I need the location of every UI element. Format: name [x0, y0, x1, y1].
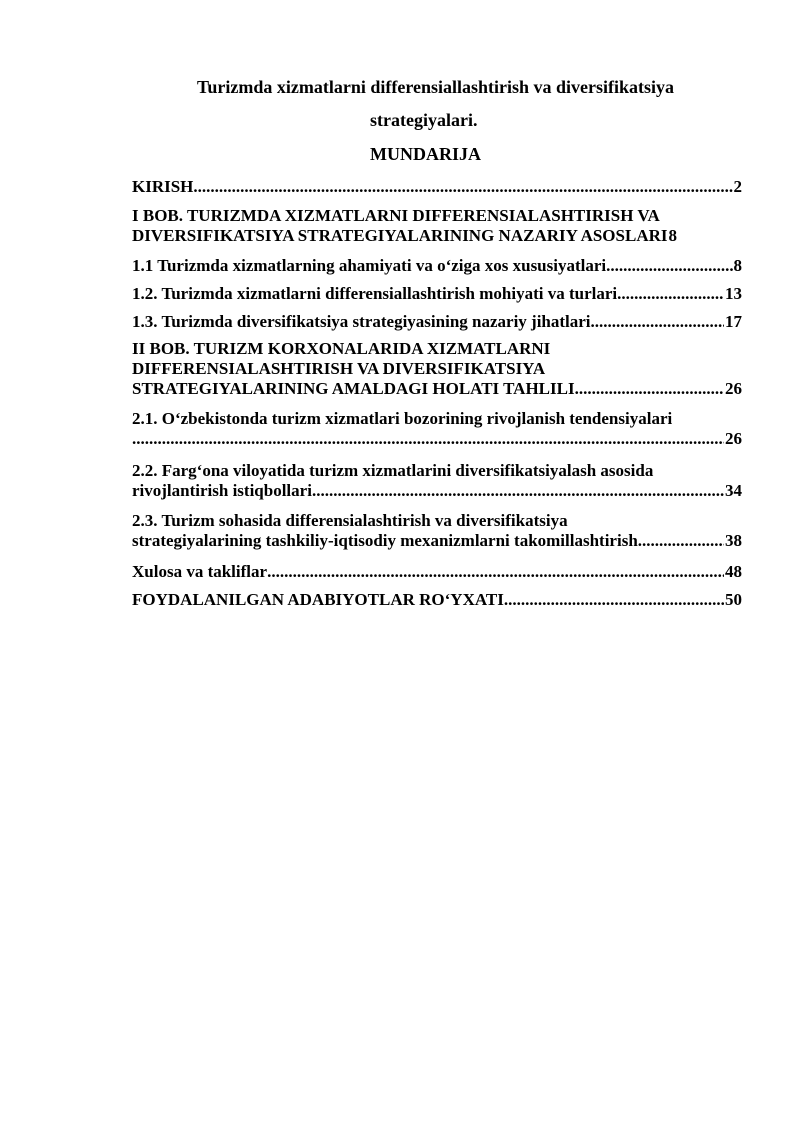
toc-entry-label: I BOB. TURIZMDA XIZMATLARNI DIFFERENSIALASHTIRISH VA	[132, 206, 660, 225]
toc-entry-label: 1.3. Turizmda diversifikatsiya strategiyasining nazariy jihatlari	[132, 312, 591, 331]
toc-entry-label: strategiyalarining tashkiliy-iqtisodiy mexanizmlarni takomillashtirish	[132, 531, 638, 550]
toc-entry-page: 26	[725, 429, 742, 448]
toc-entry-conclusion[interactable]	[132, 562, 742, 582]
toc-entry-label: DIFFERENSIALASHTIRISH VA DIVERSIFIKATSIYA	[132, 359, 546, 378]
toc-heading: MUNDARIJA	[370, 144, 481, 164]
toc-entry-label: FOYDALANILGAN ADABIYOTLAR RO‘YXATI	[132, 590, 504, 609]
toc-entry-label: 2.3. Turizm sohasida differensialashtirish va diversifikatsiya	[132, 511, 568, 530]
toc-entry-label: DIVERSIFIKATSIYA STRATEGIYALARINING NAZARIY ASOSLARI	[132, 226, 668, 245]
toc-entry-section-2-3[interactable]	[132, 511, 742, 551]
toc-entry-page: 38	[725, 531, 742, 550]
document-title-line-1: Turizmda xizmatlarni differensiallashtirish va diversifikatsiya	[197, 77, 675, 97]
toc-entry-chapter-2[interactable]	[132, 339, 742, 399]
toc-entry-references[interactable]	[132, 590, 742, 610]
toc-entry-section-1-2[interactable]	[132, 284, 742, 304]
toc-entry-label: 2.2. Farg‘ona viloyatida turizm xizmatlarini diversifikatsiyalash asosida	[132, 461, 654, 480]
toc-entry-label: Xulosa va takliflar	[132, 562, 268, 581]
toc-entry-section-1-3[interactable]	[132, 312, 742, 332]
toc-entry-label: 1.2. Turizmda xizmatlarni differensiallashtirish mohiyati va turlari	[132, 284, 618, 303]
toc-entry-page: 48	[725, 562, 742, 581]
toc-entry-chapter-1[interactable]	[132, 206, 742, 246]
toc-entry-page: 8	[668, 226, 677, 245]
toc-entry-section-2-2[interactable]	[132, 461, 742, 501]
toc-entry-page: 8	[733, 256, 742, 275]
toc-entry-page: 34	[725, 481, 742, 500]
toc-entry-label: 2.1. O‘zbekistonda turizm xizmatlari bozorining rivojlanish tendensiyalari	[132, 409, 673, 428]
toc-entry-kirish[interactable]	[132, 177, 742, 197]
document-title-line-2: strategiyalari.	[370, 110, 478, 130]
toc-entry-page: 13	[725, 284, 742, 303]
toc-entry-page: 17	[725, 312, 742, 331]
toc-entry-label: rivojlantirish istiqbollari	[132, 481, 312, 500]
toc-entry-label: 1.1 Turizmda xizmatlarning ahamiyati va o‘ziga xos xususiyatlari	[132, 256, 607, 275]
toc-entry-page: 2	[733, 177, 742, 196]
toc-entry-label: KIRISH	[132, 177, 194, 196]
toc-entry-page: 50	[725, 590, 742, 609]
toc-entry-page: 26	[725, 379, 742, 398]
toc-entry-section-2-1[interactable]	[132, 409, 742, 449]
toc-entry-label: STRATEGIYALARINING AMALDAGI HOLATI TAHLILI	[132, 379, 575, 398]
toc-entry-section-1-1[interactable]	[132, 256, 742, 276]
toc-entry-label: II BOB. TURIZM KORXONALARIDA XIZMATLARNI	[132, 339, 551, 358]
